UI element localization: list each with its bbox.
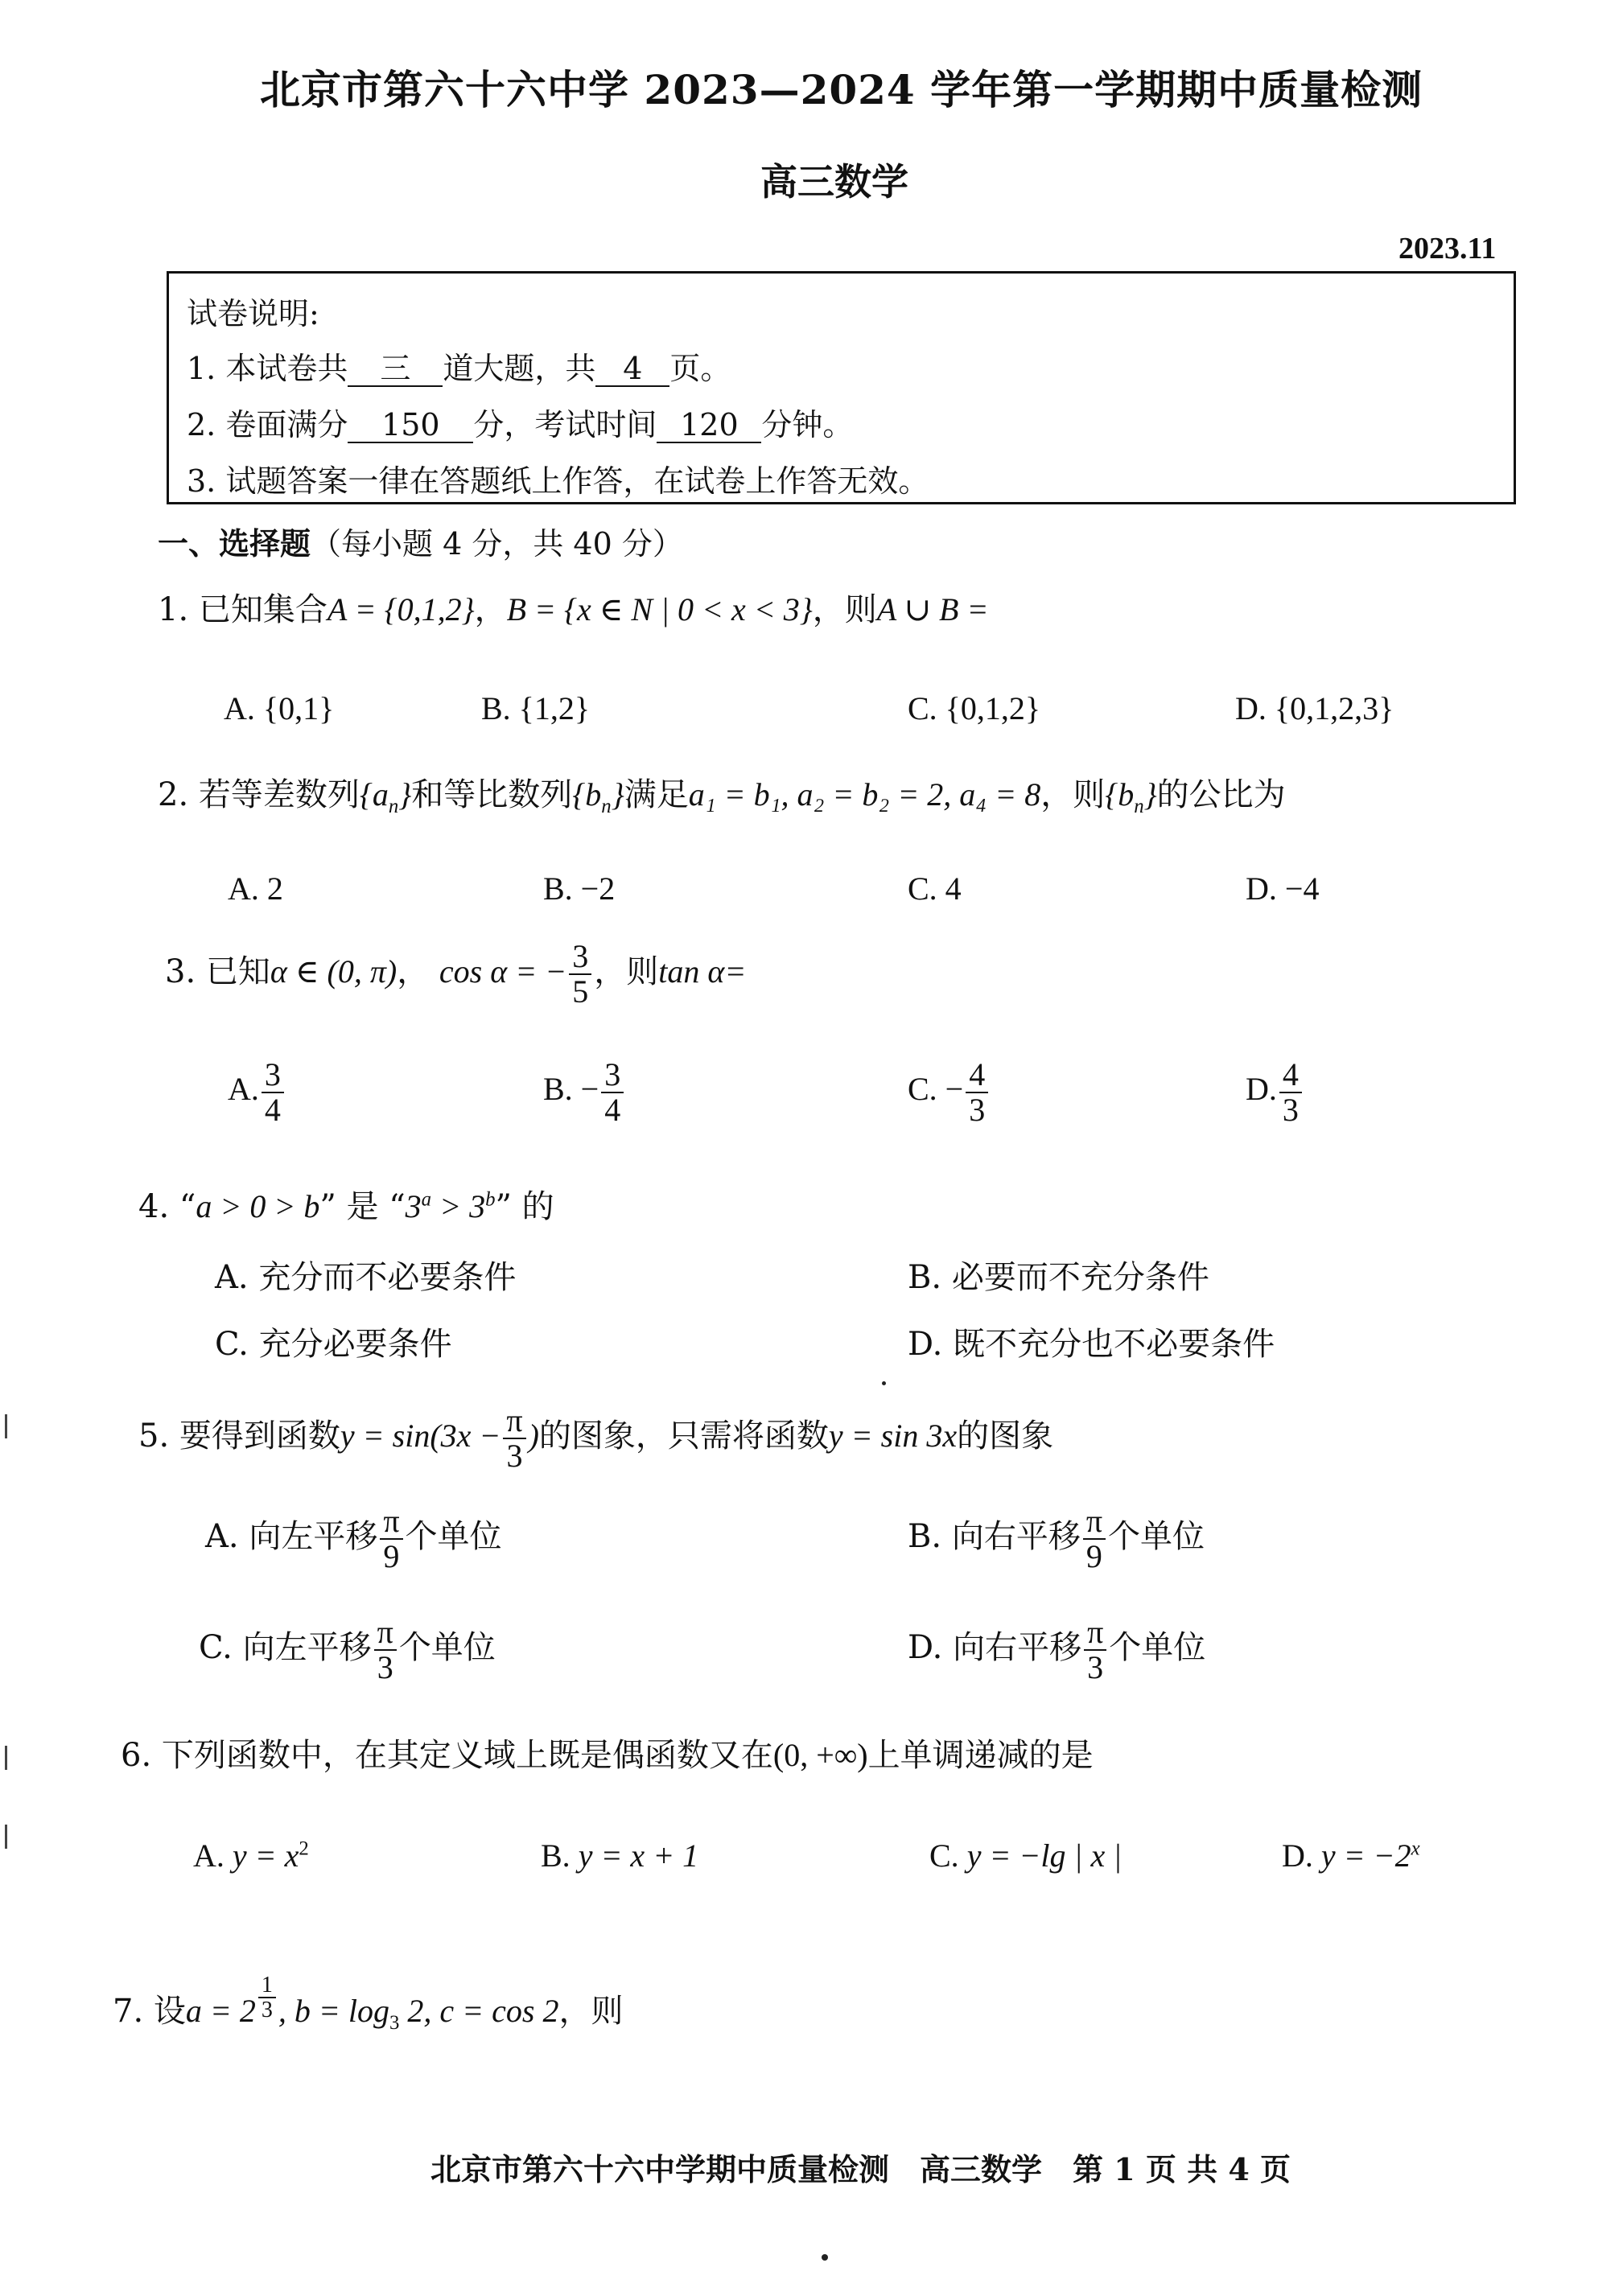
question-6-number: 6. xyxy=(121,1737,152,1774)
q5-c-num: π xyxy=(374,1615,397,1651)
question-2-number: 2. xyxy=(158,776,189,813)
q6-b-label: B. xyxy=(541,1837,571,1874)
option-a-den: 4 xyxy=(264,1092,281,1128)
q6-d-label: D. xyxy=(1282,1837,1313,1874)
question-7-b: , b = log xyxy=(278,1993,389,2030)
q7-exp-den: 3 xyxy=(261,1998,273,2023)
q6-c-function: y = −lg | x | xyxy=(966,1837,1123,1874)
q5-c-fraction xyxy=(374,1615,397,1685)
q5-c-pre: C. 向左平移 xyxy=(199,1629,372,1666)
question-3-tan: tan α= xyxy=(658,953,747,990)
question-2-conditions: a₁ = b₁, a₂ = b₂ = 2, a₄ = 8 xyxy=(688,776,1041,813)
exam-title: 北京市第六十六中学 2023—2024 学年第一学期期中质量检测 xyxy=(260,66,1423,113)
instruction-3: 3. 试题答案一律在答题纸上作答，在试卷上作答无效。 xyxy=(187,463,929,499)
exam-time-value: 120 xyxy=(657,409,761,443)
instructions-heading: 试卷说明: xyxy=(187,296,319,331)
question-4-is: 是 xyxy=(346,1188,379,1225)
option-d-den: 3 xyxy=(1282,1092,1299,1128)
question-5-paren: ) xyxy=(528,1418,539,1454)
question-6-option-b xyxy=(541,1837,698,1874)
question-7-a-exponent xyxy=(256,1973,278,2022)
question-5-option-b xyxy=(908,1504,1205,1574)
option-d-fraction xyxy=(1279,1058,1302,1127)
question-5-number: 5. xyxy=(138,1418,170,1455)
question-5-mid: 的图象，只需将函数 xyxy=(538,1418,829,1455)
q7-exp-fraction xyxy=(258,1973,276,2022)
question-3-post: ，则 xyxy=(594,953,659,990)
quote-close-2: ” xyxy=(495,1188,512,1225)
section-desc: （每小题 4 分，共 40 分） xyxy=(311,526,683,562)
question-2 xyxy=(158,769,1286,818)
scan-mark xyxy=(5,1825,7,1849)
q5-d-num: π xyxy=(1084,1615,1106,1651)
power-base-1: 3 xyxy=(405,1188,422,1224)
question-1-expression: A ∪ B = xyxy=(876,591,989,627)
question-2-option-a: A. 2 xyxy=(228,870,283,907)
option-a-label: A. xyxy=(228,1071,259,1108)
question-1 xyxy=(158,584,988,630)
instruction-1-mid: 道大题，共 xyxy=(443,351,596,386)
question-5-function-1: y = sin(3x − xyxy=(340,1418,501,1454)
q5-b-pre: B. 向右平移 xyxy=(908,1518,1081,1555)
seq-a-sub: n xyxy=(388,796,399,817)
seq-b2-sub: n xyxy=(1134,796,1144,817)
question-1-option-b: B. {1,2} xyxy=(481,690,591,726)
question-3-option-b xyxy=(543,1058,626,1127)
q6-d-function: y = −2 xyxy=(1320,1837,1411,1874)
question-4-number: 4. xyxy=(138,1188,170,1225)
question-2-option-d: D. −4 xyxy=(1246,870,1320,907)
q5-c-post: 个单位 xyxy=(398,1629,496,1666)
instruction-2 xyxy=(187,400,853,444)
question-3-number: 3. xyxy=(165,953,196,990)
q7-exp-num: 1 xyxy=(258,1973,276,1998)
question-3-pre: 已知 xyxy=(205,953,270,990)
seq-b2-open: {b xyxy=(1105,776,1135,813)
question-1-option-d: D. {0,1,2,3} xyxy=(1235,690,1394,726)
question-3-cos: cos α = − xyxy=(439,953,567,990)
quote-open-1: “ xyxy=(179,1188,196,1225)
question-6-option-c xyxy=(929,1837,1122,1874)
question-6-post: 上单调递减的是 xyxy=(867,1737,1094,1774)
scan-mark xyxy=(5,1414,7,1438)
fraction-numerator: 3 xyxy=(569,940,591,975)
q5-d-pre: D. 向右平移 xyxy=(908,1629,1082,1666)
q5-b-post: 个单位 xyxy=(1108,1518,1205,1555)
question-6-interval: (0, +∞) xyxy=(772,1737,868,1773)
page-count-value: 4 xyxy=(595,353,669,387)
exam-subject: 高三数学 xyxy=(760,160,908,204)
question-7 xyxy=(113,1973,623,2035)
option-d-label: D. xyxy=(1246,1071,1277,1108)
question-4-option-c: C. 充分必要条件 xyxy=(215,1326,452,1363)
question-7-log-base: 3 xyxy=(389,2012,400,2035)
q5-frac-num: π xyxy=(503,1404,525,1439)
section-heading xyxy=(158,519,683,563)
q5-d-fraction xyxy=(1084,1615,1106,1685)
option-d-num: 4 xyxy=(1279,1058,1302,1093)
question-6-option-a xyxy=(193,1837,309,1874)
option-b-num: 3 xyxy=(601,1058,624,1093)
question-5-option-c xyxy=(199,1615,496,1685)
q6-b-function: y = x + 1 xyxy=(578,1837,699,1874)
question-5-pre: 要得到函数 xyxy=(179,1418,340,1455)
question-3-condition: α ∈ (0, π) xyxy=(270,953,398,990)
q5-a-pre: A. 向左平移 xyxy=(205,1518,378,1555)
option-c-den: 3 xyxy=(969,1092,986,1128)
option-b-fraction xyxy=(601,1058,624,1127)
seq-a-close: } xyxy=(398,776,412,813)
instruction-2-mid: 分，考试时间 xyxy=(473,407,657,442)
option-c-fraction xyxy=(966,1058,988,1127)
question-2-t4: 和等比数列 xyxy=(411,776,573,813)
question-4-option-d: D. 既不充分也不必要条件 xyxy=(908,1326,1275,1363)
q5-a-den: 9 xyxy=(383,1538,400,1574)
q5-b-den: 9 xyxy=(1085,1538,1102,1574)
question-1-pre: 已知集合 xyxy=(198,591,327,628)
q5-a-post: 个单位 xyxy=(405,1518,502,1555)
seq-b-sub: n xyxy=(601,796,612,817)
question-5-option-a xyxy=(205,1504,502,1574)
q5-a-fraction xyxy=(380,1504,402,1574)
question-2-t12: 的公比为 xyxy=(1156,776,1286,813)
option-a-num: 3 xyxy=(262,1058,284,1093)
section-title: 一、选择题 xyxy=(158,525,311,562)
quote-close-1: ” xyxy=(319,1188,336,1225)
scan-dot xyxy=(822,2254,828,2261)
question-2-seq-b-2 xyxy=(1105,776,1157,817)
question-4-option-a: A. 充分而不必要条件 xyxy=(215,1259,517,1296)
instruction-1 xyxy=(187,344,731,388)
q6-a-function: y = x xyxy=(232,1837,299,1874)
question-2-option-c: C. 4 xyxy=(908,870,962,907)
question-5-fraction xyxy=(503,1404,525,1473)
power-exp-2: b xyxy=(485,1188,496,1211)
question-7-c: 2, c = cos 2 xyxy=(399,1993,559,2030)
question-6 xyxy=(121,1730,1094,1775)
option-c-label: C. − xyxy=(908,1071,964,1108)
question-4-option-b: B. 必要而不充分条件 xyxy=(908,1259,1209,1296)
question-2-t7: 满足 xyxy=(624,776,689,813)
quote-open-2: “ xyxy=(389,1188,406,1225)
option-b-den: 4 xyxy=(604,1092,621,1128)
fraction-denominator: 5 xyxy=(572,973,589,1010)
q6-a-label: A. xyxy=(193,1837,225,1874)
question-7-post: ，则 xyxy=(558,1993,624,2031)
question-2-t1: 若等差数列 xyxy=(198,776,360,813)
instruction-1-post: 页。 xyxy=(669,351,731,386)
question-3-comma: ， xyxy=(397,953,430,990)
question-2-seq-a xyxy=(359,776,412,817)
question-3-option-a xyxy=(228,1058,286,1127)
seq-a-open: {a xyxy=(359,776,389,813)
question-3-option-d xyxy=(1246,1058,1304,1127)
question-7-a: a = 2 xyxy=(185,1993,256,2030)
question-5-function-2: y = sin 3x xyxy=(828,1418,958,1454)
power-exp-1: a xyxy=(421,1188,432,1211)
question-2-t9: ，则 xyxy=(1040,776,1106,813)
question-7-pre: 设 xyxy=(153,1993,186,2031)
question-4 xyxy=(138,1181,554,1227)
q5-a-num: π xyxy=(380,1504,402,1540)
q5-frac-den: 3 xyxy=(506,1438,523,1474)
question-1-option-a: A. {0,1} xyxy=(224,690,335,726)
instruction-2-pre: 2. 卷面满分 xyxy=(187,407,348,442)
full-score-value: 150 xyxy=(348,409,473,443)
seq-b-open: {b xyxy=(572,776,602,813)
q5-d-den: 3 xyxy=(1087,1649,1104,1685)
question-3 xyxy=(165,940,746,1009)
seq-b-close: } xyxy=(611,776,624,813)
question-2-seq-b xyxy=(572,776,624,817)
q5-b-fraction xyxy=(1083,1504,1106,1574)
question-5-option-d xyxy=(908,1615,1205,1685)
page-footer: 北京市第六十六中学期中质量检测 高三数学 第 1 页 共 4 页 xyxy=(430,2151,1291,2187)
q5-b-num: π xyxy=(1083,1504,1106,1540)
question-5 xyxy=(138,1404,1053,1473)
question-2-option-b: B. −2 xyxy=(543,870,616,907)
scan-dot xyxy=(882,1381,886,1385)
option-c-num: 4 xyxy=(966,1058,988,1093)
question-1-option-c: C. {0,1,2} xyxy=(908,690,1041,726)
question-6-option-d xyxy=(1282,1837,1420,1874)
question-7-number: 7. xyxy=(113,1993,144,2031)
question-1-number: 1. xyxy=(158,591,189,628)
option-a-fraction xyxy=(262,1058,284,1127)
question-1-comma: ， xyxy=(474,591,507,628)
question-6-pre: 下列函数中，在其定义域上既是偶函数又在 xyxy=(161,1737,773,1774)
question-5-post: 的图象 xyxy=(957,1418,1054,1455)
q6-a-exponent: 2 xyxy=(299,1837,309,1860)
question-4-condition-1: a > 0 > b xyxy=(196,1188,320,1224)
question-3-fraction xyxy=(569,940,591,1009)
question-count-value: 三 xyxy=(348,353,443,387)
instruction-2-post: 分钟。 xyxy=(761,407,854,442)
instruction-1-pre: 1. 本试卷共 xyxy=(187,351,348,386)
q6-c-label: C. xyxy=(929,1837,959,1874)
exam-date: 2023.11 xyxy=(1398,232,1497,265)
question-1-set-b: B = {x ∈ N | 0 < x < 3} xyxy=(506,591,813,627)
seq-b2-close: } xyxy=(1143,776,1157,813)
option-b-label: B. − xyxy=(543,1071,599,1108)
question-3-option-c xyxy=(908,1058,991,1127)
question-1-post: ，则 xyxy=(812,591,877,628)
q5-d-post: 个单位 xyxy=(1109,1629,1206,1666)
q6-d-exponent: x xyxy=(1411,1837,1420,1860)
scan-mark xyxy=(5,1746,7,1770)
question-4-condition-2 xyxy=(406,1188,496,1224)
question-1-set-a: A = {0,1,2} xyxy=(327,591,475,627)
power-base-2: > 3 xyxy=(431,1188,486,1224)
question-4-post: 的 xyxy=(521,1188,554,1225)
q5-c-den: 3 xyxy=(377,1649,393,1685)
